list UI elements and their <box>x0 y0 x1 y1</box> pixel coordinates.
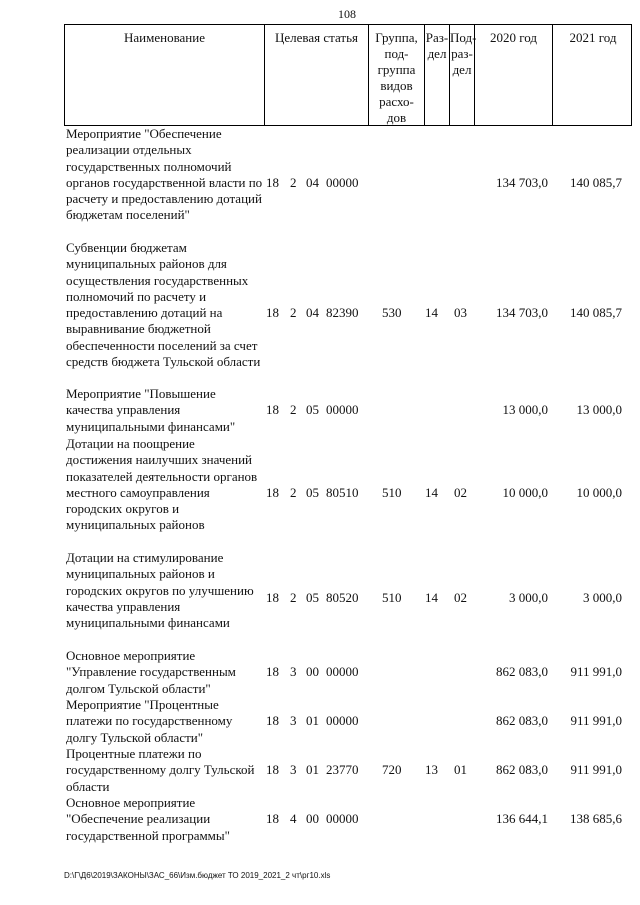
row-name: Дотации на поощрение достижения наилучших значений показателей деятельности органов местного самоуправления городских округов и муниципальных районов <box>66 436 258 533</box>
row-cell-y2021: 13 000,0 <box>576 402 622 417</box>
row-cell-y2021: 140 085,7 <box>570 175 622 190</box>
row-cell-y2021: 10 000,0 <box>576 485 622 500</box>
row-cell-c2: 2 <box>290 485 297 500</box>
row-cell-y2020: 134 703,0 <box>496 175 548 190</box>
row-cell-c1: 18 <box>266 485 279 500</box>
row-cell-group: 530 <box>382 305 402 320</box>
header-line: видов <box>380 78 413 93</box>
row-cell-y2020: 862 083,0 <box>496 664 548 679</box>
table-header <box>64 24 632 126</box>
header-year-2020: 2020 год <box>475 25 553 125</box>
row-name: Мероприятие "Обеспечение реализации отдельных государственных полномочий органов государственной власти по расчету и предоставлению дотаций бюджетам поселений" <box>66 126 263 223</box>
row-cell-y2020: 13 000,0 <box>502 402 548 417</box>
row-cell-razdel: 14 <box>425 485 438 500</box>
row-cell-c4: 80510 <box>326 485 359 500</box>
row-cell-c2: 4 <box>290 811 297 826</box>
page-number: 108 <box>338 7 356 21</box>
header-year-2021: 2021 год <box>569 30 617 45</box>
row-cell-c1: 18 <box>266 305 279 320</box>
row-cell-c1: 18 <box>266 713 279 728</box>
row-cell-c4: 80520 <box>326 590 359 605</box>
row-cell-y2020: 10 000,0 <box>502 485 548 500</box>
row-cell-y2020: 134 703,0 <box>496 305 548 320</box>
header-line: расхо- <box>379 94 414 109</box>
row-cell-c3: 04 <box>306 305 319 320</box>
row-cell-c4: 00000 <box>326 713 359 728</box>
row-cell-group: 510 <box>382 590 402 605</box>
row-cell-c3: 00 <box>306 664 319 679</box>
row-name: Основное мероприятие "Обеспечение реализации государственной программы" <box>66 795 230 843</box>
row-name: Основное мероприятие "Управление государственным долгом Тульской области" <box>66 648 236 696</box>
row-cell-y2021: 3 000,0 <box>583 590 622 605</box>
file-path-footer: D:\Г\Д6\2019\ЗАКОНЫ\ЗАС_66\Изм.бюджет ТО 2019_2021_2 чт\рг10.xls <box>64 871 331 880</box>
row-cell-c2: 2 <box>290 305 297 320</box>
row-cell-c3: 05 <box>306 402 319 417</box>
row-cell-c2: 3 <box>290 713 297 728</box>
row-cell-c2: 3 <box>290 762 297 777</box>
row-cell-podrazdel: 02 <box>454 590 467 605</box>
header-group <box>369 25 425 125</box>
row-cell-group: 510 <box>382 485 402 500</box>
row-cell-c2: 2 <box>290 590 297 605</box>
row-cell-c1: 18 <box>266 175 279 190</box>
row-cell-c1: 18 <box>266 811 279 826</box>
row-cell-c4: 00000 <box>326 664 359 679</box>
row-cell-podrazdel: 02 <box>454 485 467 500</box>
header-line: дел <box>452 62 472 77</box>
row-cell-c3: 05 <box>306 590 319 605</box>
header-line: Группа, <box>375 30 418 45</box>
row-cell-c3: 01 <box>306 713 319 728</box>
row-cell-y2020: 862 083,0 <box>496 713 548 728</box>
row-cell-y2020: 3 000,0 <box>509 590 548 605</box>
row-cell-c2: 3 <box>290 664 297 679</box>
header-line: группа <box>377 62 416 77</box>
header-line: Под- <box>450 30 477 45</box>
row-cell-c2: 2 <box>290 175 297 190</box>
row-cell-y2021: 138 685,6 <box>570 811 622 826</box>
row-cell-y2021: 911 991,0 <box>570 664 622 679</box>
header-line: дов <box>386 110 407 125</box>
row-cell-razdel: 13 <box>425 762 438 777</box>
row-cell-c1: 18 <box>266 590 279 605</box>
row-cell-razdel: 14 <box>425 590 438 605</box>
row-cell-c1: 18 <box>266 402 279 417</box>
row-cell-c4: 00000 <box>326 811 359 826</box>
row-name: Мероприятие "Процентные платежи по государственному долгу Тульской области" <box>66 697 233 745</box>
header-line: дел <box>427 46 447 61</box>
row-cell-c3: 04 <box>306 175 319 190</box>
row-name: Субвенции бюджетам муниципальных районов для осуществления государственных полномочий по расчету и предоставлению дотаций на выравнивание бюджетной обеспеченности поселений за счет средств бюджета Тульской области <box>66 240 261 370</box>
header-target: Целевая статья <box>265 25 369 125</box>
row-cell-c4: 82390 <box>326 305 359 320</box>
row-cell-c4: 23770 <box>326 762 359 777</box>
row-cell-y2021: 140 085,7 <box>570 305 622 320</box>
row-cell-c2: 2 <box>290 402 297 417</box>
row-cell-razdel: 14 <box>425 305 438 320</box>
header-line: раз- <box>451 46 473 61</box>
header-podrazdel <box>450 25 475 125</box>
header-razdel <box>425 25 450 125</box>
row-cell-y2021: 911 991,0 <box>570 713 622 728</box>
row-name: Мероприятие "Повышение качества управления муниципальными финансами" <box>66 386 236 434</box>
header-line: под- <box>384 46 409 61</box>
row-cell-y2021: 911 991,0 <box>570 762 622 777</box>
row-name: Процентные платежи по государственному долгу Тульской области <box>66 746 255 794</box>
row-cell-c3: 00 <box>306 811 319 826</box>
row-cell-c3: 05 <box>306 485 319 500</box>
row-cell-c3: 01 <box>306 762 319 777</box>
header-name: Наименование <box>65 25 265 125</box>
row-cell-c4: 00000 <box>326 175 359 190</box>
row-name: Дотации на стимулирование муниципальных районов и городских округов по улучшению качества управления муниципальными финансами <box>66 550 254 631</box>
row-cell-y2020: 136 644,1 <box>496 811 548 826</box>
row-cell-podrazdel: 03 <box>454 305 467 320</box>
row-cell-c1: 18 <box>266 762 279 777</box>
row-cell-c1: 18 <box>266 664 279 679</box>
row-cell-y2020: 862 083,0 <box>496 762 548 777</box>
row-cell-podrazdel: 01 <box>454 762 467 777</box>
row-cell-c4: 00000 <box>326 402 359 417</box>
header-line: Раз- <box>425 30 449 45</box>
row-cell-group: 720 <box>382 762 402 777</box>
